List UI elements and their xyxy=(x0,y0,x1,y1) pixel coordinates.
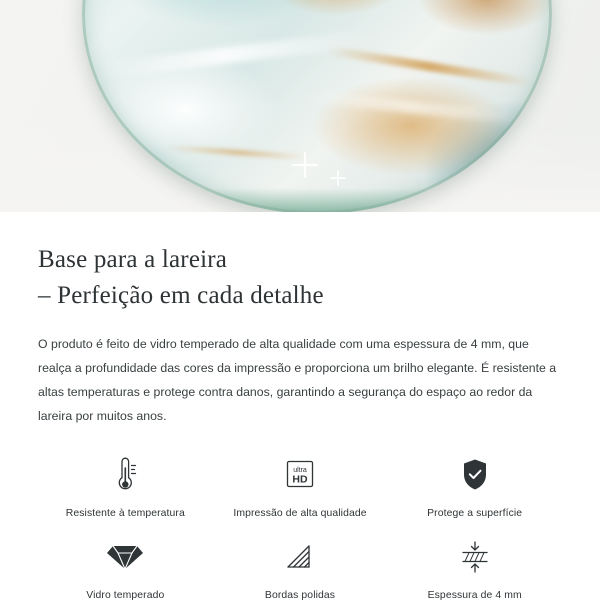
feature-label: Espessura de 4 mm xyxy=(427,589,522,600)
feature-item-thickness xyxy=(387,533,562,600)
feature-label: Resistente à temperatura xyxy=(65,507,185,519)
shield-check-icon xyxy=(448,451,502,499)
polished-edges-icon xyxy=(273,533,327,581)
page-title xyxy=(38,242,562,313)
headline-line-2: – Perfeição em cada detalhe xyxy=(38,281,324,309)
feature-label: Protege a superfície xyxy=(427,507,523,519)
glass-plate xyxy=(82,0,552,212)
feature-item-tempered-glass xyxy=(38,533,213,600)
feature-grid xyxy=(38,451,562,600)
headline-line-1: Base para a lareira xyxy=(38,246,228,273)
diamond-icon xyxy=(98,533,152,581)
thickness-arrows-icon xyxy=(448,533,502,581)
intro-paragraph: O produto é feito de vidro temperado de alta qualidade com uma espessura de 4 mm, que realça a profundidade das cores da impressão e proporciona um brilho elegante. É resistente a altas temperaturas e protege contra danos, garantindo a segurança do espaço ao redor da lareira por muitos anos. xyxy=(38,337,557,423)
feature-label: Vidro temperado xyxy=(86,589,165,600)
feature-item-surface-protection xyxy=(387,451,562,519)
thermometer-icon xyxy=(98,451,152,499)
content-area xyxy=(0,242,600,600)
feature-label: Bordas polidas xyxy=(264,589,336,600)
svg-text:HD: HD xyxy=(292,473,308,486)
feature-label: Impressão de alta qualidade xyxy=(233,507,367,519)
feature-item-polished-edges xyxy=(213,533,388,600)
hero-product-image xyxy=(0,0,600,212)
feature-item-temperature-resistant xyxy=(38,451,213,519)
svg-text:ultra: ultra xyxy=(293,467,307,475)
ultra-hd-icon xyxy=(273,451,327,499)
feature-item-print-quality xyxy=(213,451,388,519)
